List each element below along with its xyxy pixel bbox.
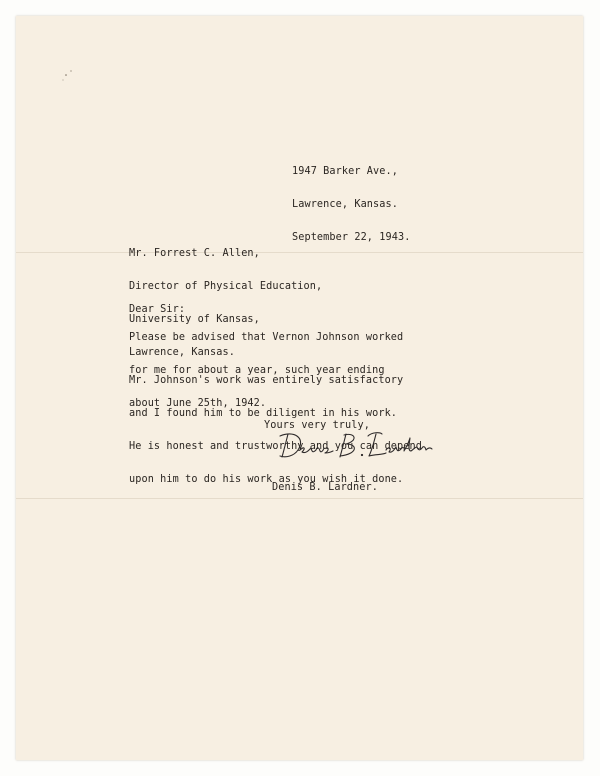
recipient-name: Mr. Forrest C. Allen, [129,248,260,259]
salutation-text: Dear Sir: [129,304,186,315]
closing-text: Yours very truly, [264,420,370,431]
paragraph-line: upon him to do his work as you wish it done. [129,474,404,485]
handwritten-signature [276,426,436,464]
signer-typed-name: Denis B. Lardner. [272,482,378,493]
paragraph-line: He is honest and trustworthy and you can depend [129,441,422,452]
paragraph-line: Mr. Johnson's work was entirely satisfactory [129,375,404,386]
letter-paper [16,16,583,760]
recipient-institution: University of Kansas, [129,314,260,325]
paragraph-line: and I found him to be diligent in his work. [129,408,398,419]
paragraph-line: about June 25th, 1942. [129,398,267,409]
paper-specks [60,66,90,96]
sender-city: Lawrence, Kansas. [292,199,398,210]
letter-date: September 22, 1943. [292,232,411,243]
sender-street: 1947 Barker Ave., [292,166,398,177]
recipient-title: Director of Physical Education, [129,281,323,292]
paragraph-line: Please be advised that Vernon Johnson worked [129,332,404,343]
signer-block [272,460,378,515]
recipient-city: Lawrence, Kansas. [129,347,235,358]
paragraph-line: for me for about a year, such year ending [129,365,385,376]
